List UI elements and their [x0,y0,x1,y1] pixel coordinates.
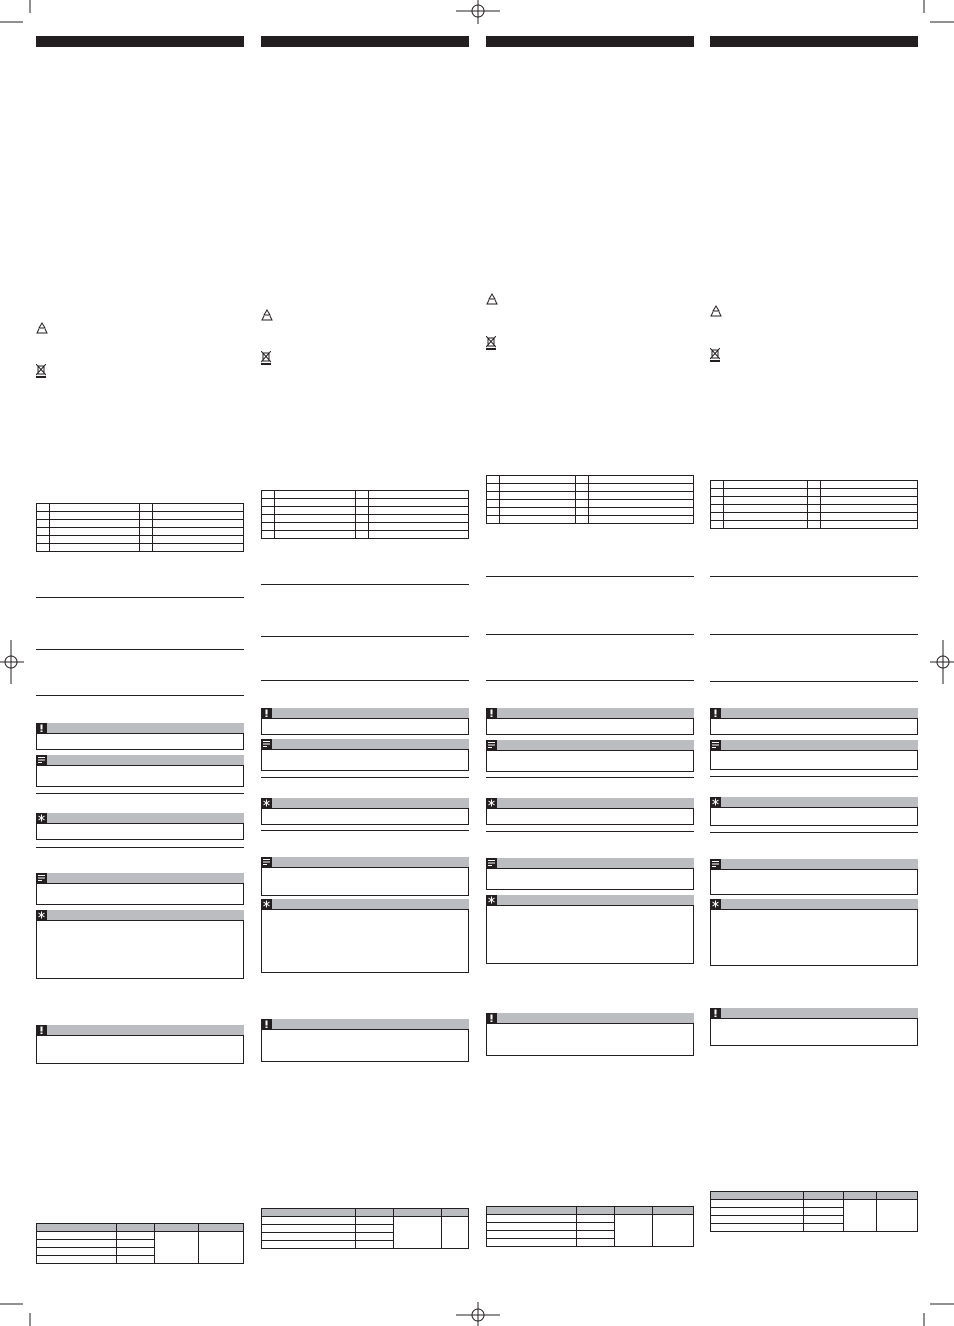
asterisk-icon [261,798,272,808]
note-tag [486,740,694,750]
recycle-icon [486,293,498,305]
note-tag [710,740,918,750]
note-box [261,867,469,896]
exclamation-icon [486,708,497,718]
asterisk-icon [486,798,497,808]
tip-tag [710,899,918,909]
caution-box [710,1018,918,1046]
spec-table [36,1223,244,1264]
section-divider [261,830,469,831]
caution-tag [261,1019,469,1029]
tip-box [710,909,918,966]
caution-tag [486,708,694,718]
tip-tag [261,798,469,808]
asterisk-icon [36,813,47,823]
caution-box [36,1035,244,1064]
note-tag [710,859,918,869]
caution-tag [486,1013,694,1023]
asterisk-icon [486,895,497,905]
note-box [36,883,244,905]
section-divider [36,597,244,598]
asterisk-icon [710,797,721,807]
column-3 [486,0,694,1326]
caution-box [486,1023,694,1056]
note-box [261,749,469,771]
exclamation-icon [261,708,272,718]
note-lines-icon [710,740,721,750]
section-divider [486,777,694,778]
section-divider [36,847,244,848]
section-header-bar [261,36,469,47]
note-tag [261,857,469,867]
registration-mark-icon [0,640,24,684]
parts-table [486,475,694,524]
parts-table [261,490,469,539]
spec-table [710,1191,918,1232]
section-divider [261,680,469,681]
note-lines-icon [36,873,47,883]
section-divider [710,776,918,777]
crossed-out-bin-icon [710,348,720,362]
caution-box [710,718,918,735]
section-divider [36,793,244,794]
caution-box [261,718,469,735]
section-divider [486,831,694,832]
parts-table [36,503,244,552]
caution-box [261,1029,469,1062]
tip-tag [486,798,694,808]
exclamation-icon [486,1013,497,1023]
note-box [36,765,244,787]
caution-tag [36,1025,244,1035]
section-divider [36,695,244,696]
caution-box [486,718,694,735]
section-divider [710,832,918,833]
section-divider [710,576,918,577]
asterisk-icon [710,899,721,909]
section-divider [710,634,918,635]
spec-table [486,1206,694,1247]
tip-tag [486,895,694,905]
caution-tag [36,723,244,733]
note-box [486,750,694,772]
section-divider [261,636,469,637]
section-divider [710,681,918,682]
asterisk-icon [36,910,47,920]
tip-box [710,807,918,826]
section-divider [486,680,694,681]
column-4 [710,0,918,1326]
tip-box [486,808,694,825]
section-divider [486,634,694,635]
caution-tag [261,708,469,718]
parts-table [710,480,918,529]
exclamation-icon [261,1019,272,1029]
spec-table [261,1208,469,1249]
column-1 [36,0,244,1326]
exclamation-icon [710,1008,721,1018]
caution-box [36,733,244,750]
section-header-bar [36,36,244,47]
section-divider [261,584,469,585]
section-divider [36,649,244,650]
tip-tag [261,899,469,909]
note-lines-icon [261,857,272,867]
exclamation-icon [710,708,721,718]
registration-mark-icon [930,640,954,684]
section-header-bar [486,36,694,47]
section-header-bar [710,36,918,47]
note-lines-icon [36,755,47,765]
note-tag [36,873,244,883]
section-divider [261,777,469,778]
note-tag [486,858,694,868]
recycle-icon [261,309,273,321]
tip-tag [36,910,244,920]
recycle-icon [710,305,722,317]
tip-box [261,808,469,825]
note-box [710,869,918,895]
note-tag [36,755,244,765]
note-tag [261,739,469,749]
crossed-out-bin-icon [36,364,46,378]
column-2 [261,0,469,1326]
exclamation-icon [36,1025,47,1035]
note-lines-icon [261,739,272,749]
crossed-out-bin-icon [486,336,496,350]
exclamation-icon [36,723,47,733]
note-box [486,868,694,890]
note-box [710,750,918,770]
tip-tag [36,813,244,823]
section-divider [486,576,694,577]
tip-box [36,823,244,840]
recycle-icon [36,322,48,334]
note-lines-icon [486,740,497,750]
crossed-out-bin-icon [261,351,271,365]
tip-box [486,905,694,964]
caution-tag [710,708,918,718]
tip-box [261,909,469,973]
caution-tag [710,1008,918,1018]
tip-tag [710,797,918,807]
note-lines-icon [486,858,497,868]
note-lines-icon [710,859,721,869]
tip-box [36,920,244,979]
asterisk-icon [261,899,272,909]
